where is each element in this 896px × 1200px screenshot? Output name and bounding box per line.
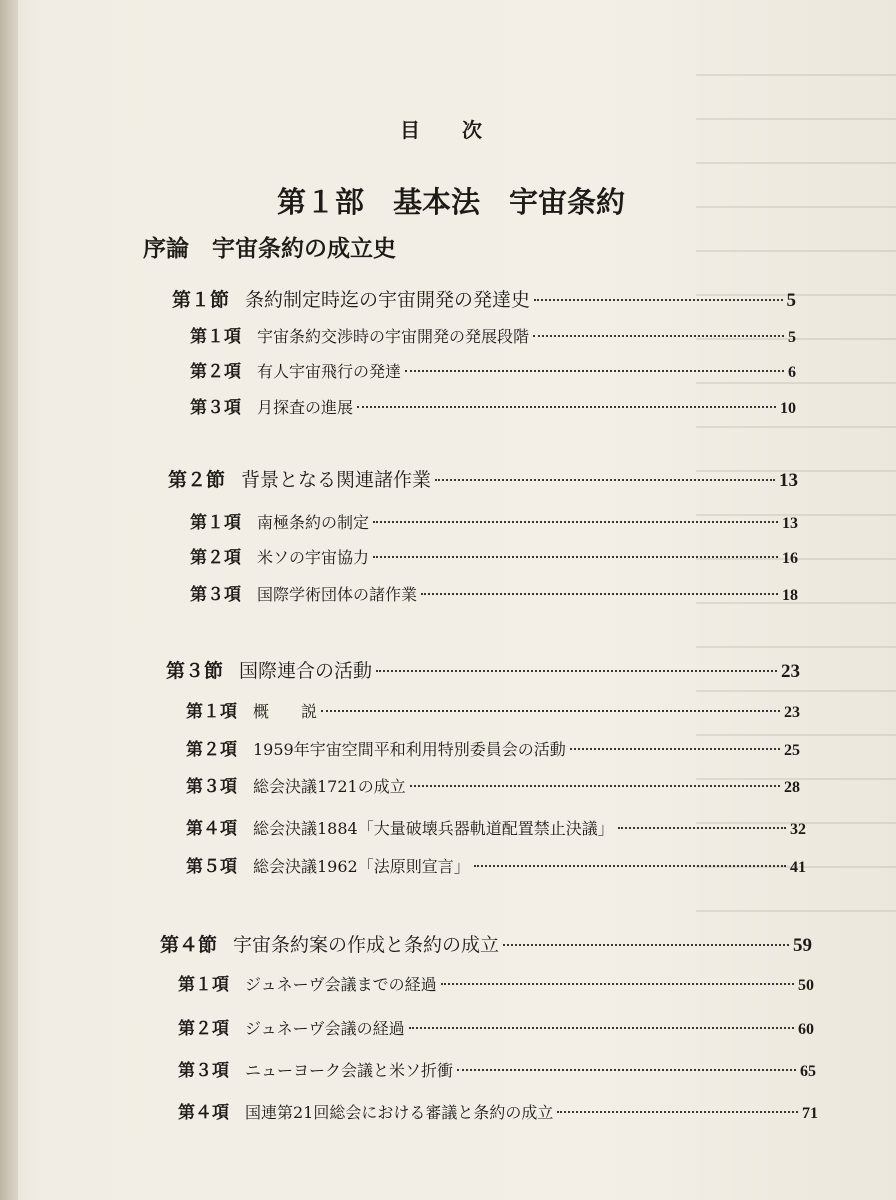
- item-number: 第１項: [190, 513, 241, 533]
- toc-section-row: [172, 285, 796, 312]
- page-number: 32: [790, 821, 806, 838]
- toc-section-row: [166, 656, 800, 683]
- dot-leader: [570, 748, 780, 750]
- item-number: 第３項: [190, 585, 241, 605]
- page-number: 60: [798, 1021, 814, 1038]
- dot-leader: [321, 710, 780, 712]
- dot-leader: [534, 299, 782, 301]
- item-title: ニューヨーク会議と米ソ折衝: [245, 1061, 454, 1080]
- item-number: 第１項: [178, 975, 229, 995]
- page-number: 23: [784, 704, 800, 721]
- toc-item-row: [190, 508, 798, 533]
- dot-leader: [410, 785, 780, 787]
- item-number: 第２項: [190, 548, 241, 568]
- section-number: 第３節: [166, 660, 224, 682]
- dot-leader: [421, 593, 778, 595]
- section-number: 第１節: [172, 289, 230, 311]
- page-number: 71: [802, 1105, 818, 1122]
- item-number: 第２項: [186, 740, 237, 760]
- toc-item-row: [178, 970, 814, 995]
- toc-item-row: [178, 1098, 818, 1123]
- page-number: 28: [784, 779, 800, 796]
- page-number: 10: [780, 400, 796, 417]
- item-title: 国際学術団体の諸作業: [257, 585, 418, 604]
- item-number: 第２項: [190, 362, 241, 382]
- item-title: 総会決議1884「大量破壊兵器軌道配置禁止決議」: [253, 819, 614, 838]
- page-number: 65: [800, 1063, 816, 1080]
- page-number: 5: [786, 290, 796, 311]
- page-number: 13: [779, 470, 798, 491]
- item-number: 第１項: [190, 327, 241, 347]
- page-number: 18: [782, 587, 798, 604]
- section-title: 条約制定時迄の宇宙開発の発達史: [245, 289, 531, 311]
- page-number: 6: [788, 364, 796, 381]
- page-number: 16: [782, 550, 798, 567]
- page-number: 13: [782, 515, 798, 532]
- page-number: 23: [781, 661, 800, 682]
- dot-leader: [503, 944, 789, 946]
- toc-item-row: [190, 322, 796, 347]
- section-title: 背景となる関連諸作業: [241, 469, 432, 491]
- toc-item-row: [178, 1014, 814, 1039]
- dot-leader: [618, 827, 786, 829]
- dot-leader: [457, 1069, 796, 1071]
- dot-leader: [373, 556, 778, 558]
- item-title: 1959年宇宙空間平和利用特別委員会の活動: [253, 740, 566, 759]
- dot-leader: [441, 983, 794, 985]
- page-number: 41: [790, 859, 806, 876]
- item-title: 南極条約の制定: [257, 513, 370, 532]
- item-title: ジュネーヴ会議までの経過: [245, 975, 437, 994]
- item-title: 月探査の進展: [257, 398, 354, 417]
- item-number: 第５項: [186, 857, 237, 877]
- toc-item-row: [190, 357, 796, 382]
- item-title: 概 説: [253, 702, 318, 721]
- dot-leader: [474, 865, 786, 867]
- book-spine-shadow: [0, 0, 18, 1200]
- page-number: 5: [788, 329, 796, 346]
- item-number: 第１項: [186, 702, 237, 722]
- toc-item-row: [186, 852, 806, 877]
- item-number: 第４項: [178, 1103, 229, 1123]
- toc-item-row: [190, 543, 798, 568]
- dot-leader: [357, 406, 776, 408]
- item-title: 米ソの宇宙協力: [257, 548, 370, 567]
- item-title: ジュネーヴ会議の経過: [245, 1019, 405, 1038]
- toc-item-row: [186, 814, 806, 839]
- item-number: 第３項: [190, 398, 241, 418]
- page-number: 25: [784, 742, 800, 759]
- dot-leader: [376, 670, 777, 672]
- dot-leader: [405, 370, 784, 372]
- item-title: 有人宇宙飛行の発達: [257, 362, 402, 381]
- toc-item-row: [178, 1056, 816, 1081]
- dot-leader: [409, 1027, 794, 1029]
- section-number: 第４節: [160, 934, 218, 956]
- toc-title: 目次: [400, 118, 524, 142]
- toc-section-row: [168, 465, 798, 492]
- toc-section-row: [160, 930, 812, 957]
- section-title: 宇宙条約案の作成と条約の成立: [233, 934, 500, 956]
- item-title: 宇宙条約交渉時の宇宙開発の発展段階: [257, 327, 530, 346]
- dot-leader: [435, 479, 775, 481]
- item-title: 総会決議1962「法原則宣言」: [253, 857, 470, 876]
- dot-leader: [533, 335, 784, 337]
- item-number: 第３項: [178, 1061, 229, 1081]
- page-number: 59: [793, 935, 812, 956]
- dot-leader: [557, 1111, 798, 1113]
- part-heading: 第１部 基本法 宇宙条約: [277, 185, 626, 219]
- section-title: 国際連合の活動: [239, 660, 373, 682]
- item-number: 第３項: [186, 777, 237, 797]
- page-number: 50: [798, 977, 814, 994]
- intro-heading: 序論 宇宙条約の成立史: [143, 235, 396, 262]
- toc-item-row: [186, 697, 800, 722]
- section-number: 第２節: [168, 469, 226, 491]
- item-title: 国連第21回総会における審議と条約の成立: [245, 1103, 554, 1122]
- item-number: 第２項: [178, 1019, 229, 1039]
- toc-item-row: [186, 735, 800, 760]
- dot-leader: [373, 521, 778, 523]
- item-number: 第４項: [186, 819, 237, 839]
- toc-item-row: [186, 772, 800, 797]
- toc-item-row: [190, 580, 798, 605]
- item-title: 総会決議1721の成立: [253, 777, 406, 796]
- toc-item-row: [190, 393, 796, 418]
